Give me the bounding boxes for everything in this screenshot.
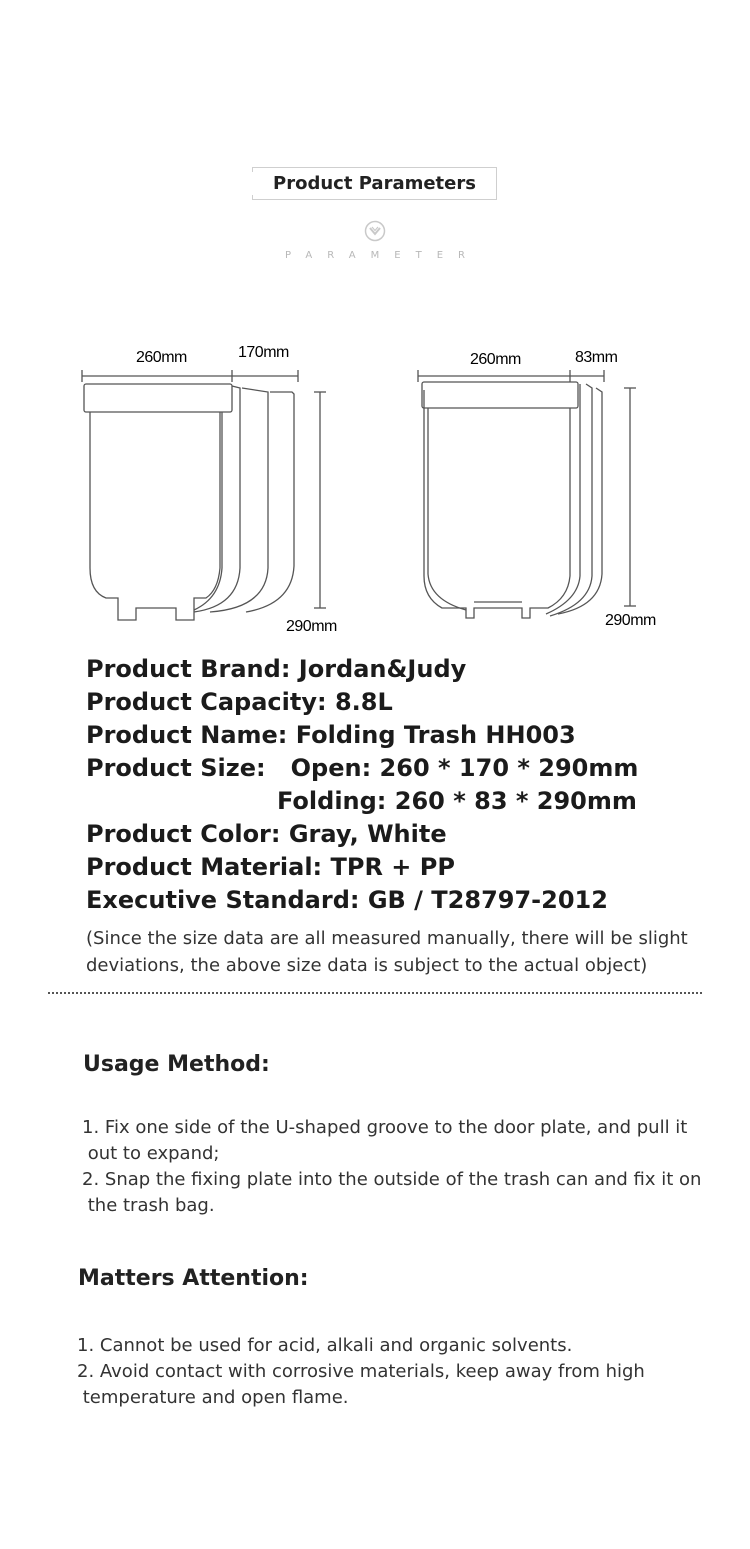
folded-depth-label: 83mm — [575, 349, 618, 366]
spec-brand: Product Brand: Jordan&Judy — [86, 655, 467, 683]
open-depth-label: 170mm — [238, 344, 289, 361]
spec-material: Product Material: TPR + PP — [86, 853, 455, 881]
open-width-label: 260mm — [136, 349, 187, 366]
spec-size-open: Product Size: Open: 260 * 170 * 290mm — [86, 754, 639, 782]
product-dimension-diagram — [70, 330, 690, 650]
section-title-product-parameters — [252, 167, 497, 200]
dotted-divider — [48, 992, 702, 994]
spec-name: Product Name: Folding Trash HH003 — [86, 721, 576, 749]
attention-line-2: 2. Avoid contact with corrosive materials, keep away from high — [77, 1361, 645, 1382]
note-line-2: deviations, the above size data is subject to the actual object) — [86, 955, 648, 976]
attention-line-3: temperature and open flame. — [77, 1387, 349, 1408]
attention-list — [77, 1333, 645, 1411]
title-text: Product Parameters — [273, 173, 476, 194]
spec-color: Product Color: Gray, White — [86, 820, 447, 848]
folded-width-label: 260mm — [470, 351, 521, 368]
usage-method-list — [82, 1115, 701, 1219]
attention-line-1: 1. Cannot be used for acid, alkali and organic solvents. — [77, 1335, 573, 1356]
measurement-note — [86, 925, 746, 979]
usage-line-2: out to expand; — [82, 1143, 220, 1164]
matters-attention-heading: Matters Attention: — [78, 1266, 309, 1291]
subtitle-parameter: PARAMETER — [285, 250, 480, 261]
spec-size-folding: Folding: 260 * 83 * 290mm — [277, 787, 637, 815]
spec-capacity: Product Capacity: 8.8L — [86, 688, 393, 716]
folded-bin-illustration — [418, 370, 636, 618]
chevron-badge-icon — [364, 220, 386, 242]
open-bin-illustration — [82, 370, 326, 620]
spec-standard: Executive Standard: GB / T28797-2012 — [86, 886, 608, 914]
usage-line-1: 1. Fix one side of the U-shaped groove to the door plate, and pull it — [82, 1117, 688, 1138]
usage-line-4: the trash bag. — [82, 1195, 215, 1216]
usage-line-3: 2. Snap the fixing plate into the outside of the trash can and fix it on — [82, 1169, 702, 1190]
open-height-label: 290mm — [286, 618, 337, 635]
usage-method-heading: Usage Method: — [83, 1052, 270, 1077]
folded-height-label: 290mm — [605, 612, 656, 629]
note-line-1: (Since the size data are all measured manually, there will be slight — [86, 928, 688, 949]
spec-list — [86, 653, 638, 917]
